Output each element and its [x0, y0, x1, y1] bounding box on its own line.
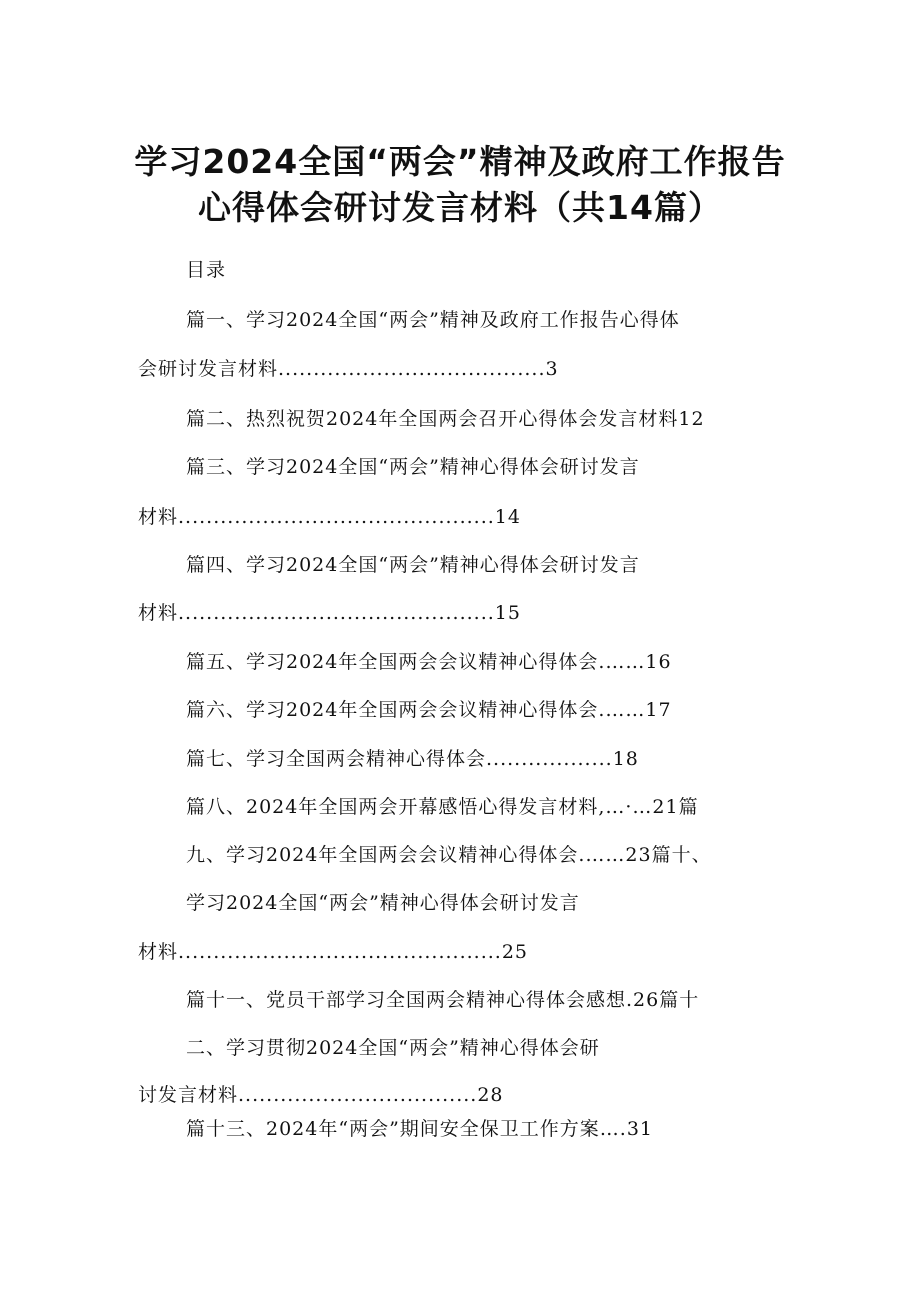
toc-line: 篇二、热烈祝贺2024年全国两会召开心得体会发言材料12 [186, 408, 705, 430]
toc-line: 篇八、2024年全国两会开幕感悟心得发言材料,…·…21篇 [186, 796, 699, 818]
toc-line: 讨发言材料..................................28 [138, 1084, 504, 1106]
toc-line: 材料.............................................15 [138, 602, 521, 624]
toc-line: 篇四、学习2024全国“两会”精神心得体会研讨发言 [186, 554, 640, 576]
toc-line: 材料..............................................25 [138, 941, 528, 963]
toc-line: 九、学习2024年全国两会会议精神心得体会.……23篇十、 [186, 844, 712, 866]
toc-line: 二、学习贯彻2024全国“两会”精神心得体会研 [186, 1037, 600, 1059]
toc-line: 篇七、学习全国两会精神心得体会..................18 [186, 748, 639, 770]
toc-line: 学习2024全国“两会”精神心得体会研讨发言 [186, 892, 580, 914]
title-line-1: 学习2024全国“两会”精神及政府工作报告 [134, 142, 786, 181]
toc-line: 篇五、学习2024年全国两会会议精神心得体会.……16 [186, 651, 672, 673]
toc-line: 会研讨发言材料......................................3 [138, 358, 559, 380]
toc-line: 材料.............................................14 [138, 506, 521, 528]
toc-heading: 目录 [186, 259, 227, 281]
toc-line: 篇一、学习2024全国“两会”精神及政府工作报告心得体 [186, 309, 680, 331]
toc-line: 篇三、学习2024全国“两会”精神心得体会研讨发言 [186, 456, 640, 478]
toc-line: 篇六、学习2024年全国两会会议精神心得体会.……17 [186, 699, 672, 721]
toc-line: 篇十三、2024年“两会”期间安全保卫工作方案….31 [186, 1118, 653, 1140]
toc-line: 篇十一、党员干部学习全国两会精神心得体会感想.26篇十 [186, 989, 700, 1011]
title-line-2: 心得体会研讨发言材料（共14篇） [198, 188, 722, 227]
